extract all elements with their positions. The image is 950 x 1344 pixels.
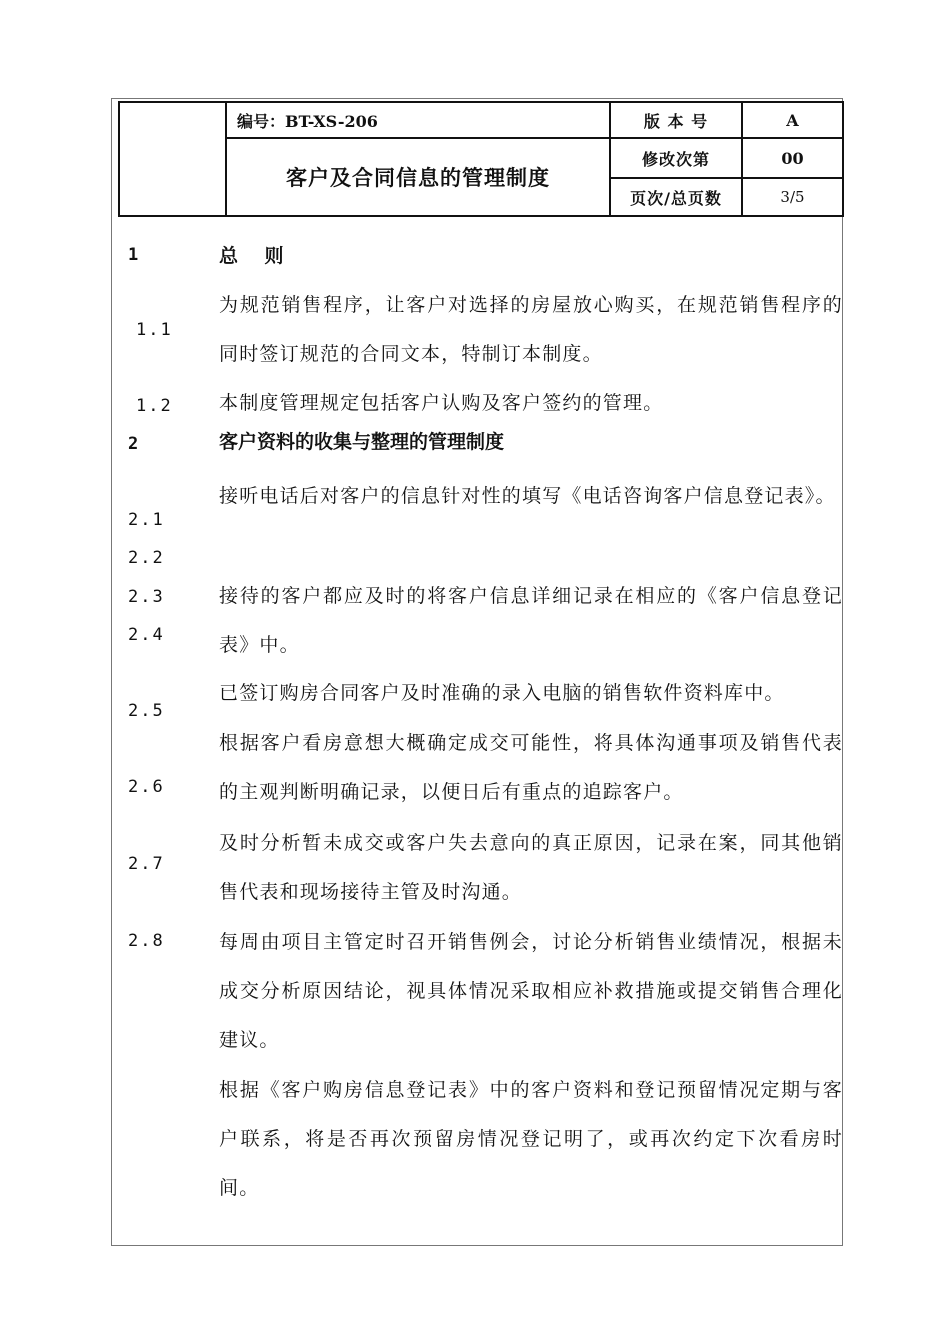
paragraph-6: 每周由项目主管定时召开销售例会，讨论分析销售业绩情况，根据未成交分析原因结论，视具体情况采取相应补救措施或提交销售合理化建议。 [219, 931, 843, 1051]
version-label: 版 本 号 [610, 102, 742, 138]
item-2-4-number: 2.4 [128, 625, 165, 645]
item-2-6-number: 2.6 [128, 777, 165, 797]
document-title: 客户及合同信息的管理制度 [226, 138, 610, 216]
item-1-2-number: 1.2 [136, 396, 173, 416]
section-2-number: 2 [128, 434, 141, 454]
item-1-1-number: 1.1 [136, 320, 173, 340]
paragraph-1: 接听电话后对客户的信息针对性的填写《电话咨询客户信息登记表》。 [219, 485, 836, 507]
paragraph-4: 根据客户看房意想大概确定成交可能性，将具体沟通事项及销售代表的主观判断明确记录，以便日后有重点的追踪客户。 [219, 732, 843, 803]
paragraph-7: 根据《客户购房信息登记表》中的客户资料和登记预留情况定期与客户联系，将是否再次预留房情况登记明了，或再次约定下次看房时间。 [219, 1079, 843, 1199]
item-2-5-number: 2.5 [128, 701, 165, 721]
item-2-1-number: 2.1 [128, 510, 165, 530]
item-2-7-number: 2.7 [128, 854, 165, 874]
version-value: A [742, 102, 843, 138]
item-2-2-number: 2.2 [128, 548, 165, 568]
paragraph-2: 接待的客户都应及时的将客户信息详细记录在相应的《客户信息登记表》中。 [219, 585, 843, 656]
section-1-number: 1 [128, 245, 141, 265]
revision-label: 修改次第 [610, 138, 742, 178]
page-count-label: 页次/总页数 [610, 178, 742, 216]
document-code: 编号：BT-XS-206 [226, 102, 610, 138]
item-1-2-text: 本制度管理规定包括客户认购及客户签约的管理。 [219, 392, 664, 414]
section-2-title: 客户资料的收集与整理的管理制度 [219, 431, 505, 453]
revision-value: 00 [742, 138, 843, 178]
item-1-1-text: 为规范销售程序，让客户对选择的房屋放心购买，在规范销售程序的同时签订规范的合同文本，特制订本制度。 [219, 294, 843, 365]
item-2-3-number: 2.3 [128, 587, 165, 607]
item-2-8-number: 2.8 [128, 931, 165, 951]
section-1-title: 总 则 [219, 245, 284, 267]
page-count-value: 3/5 [742, 178, 843, 216]
paragraph-3: 已签订购房合同客户及时准确的录入电脑的销售软件资料库中。 [219, 682, 785, 704]
document-header-table [118, 101, 844, 217]
logo-cell [119, 102, 226, 216]
paragraph-5: 及时分析暂未成交或客户失去意向的真正原因，记录在案，同其他销售代表和现场接待主管及时沟通。 [219, 832, 843, 903]
